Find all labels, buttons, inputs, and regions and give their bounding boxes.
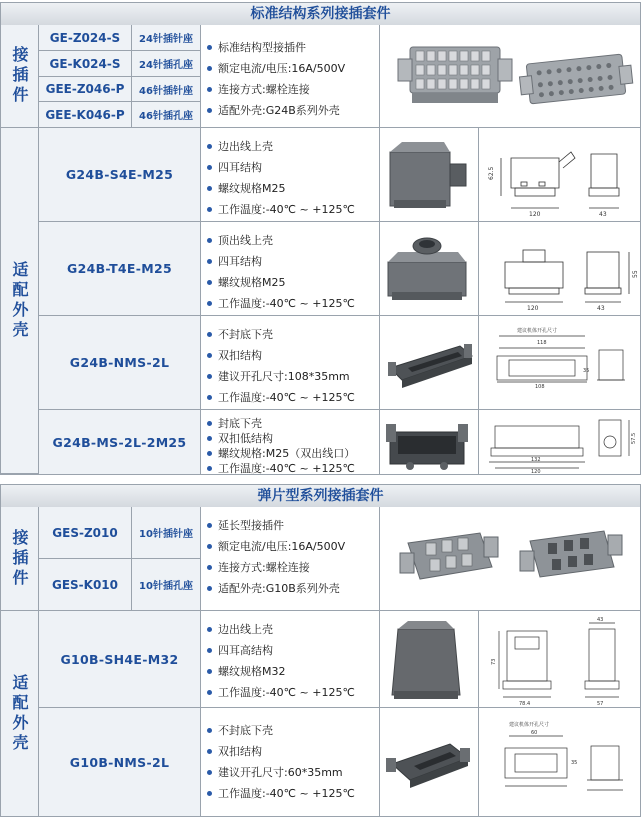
housing-dimension-drawing xyxy=(479,316,640,410)
spec-item: 适配外壳:G10B系列外壳 xyxy=(207,578,379,599)
spec-item: 建议开孔尺寸:108*35mm xyxy=(207,366,379,387)
dim-label: 57 xyxy=(597,701,604,707)
housing-dimension-drawing xyxy=(479,222,640,316)
spec-item: 四耳结构 xyxy=(207,157,379,178)
spec-item: 顶出线上壳 xyxy=(207,230,379,251)
housing-side-label: 适配外壳 xyxy=(1,611,39,816)
insert-product-image xyxy=(380,507,640,611)
spec-item: 工作温度:-40℃ ~ +125℃ xyxy=(207,293,379,314)
housing-model: G10B-SH4E-M32 xyxy=(39,611,201,708)
dim-label: 120 xyxy=(529,211,541,218)
hood-high-side-entry-icon xyxy=(380,611,479,708)
spec-item: 工作温度:-40℃ ~ +125℃ xyxy=(207,783,379,804)
spec-item: 工作温度:-40℃ ~ +125℃ xyxy=(207,199,379,220)
housing-dimension-drawing xyxy=(479,611,640,708)
spec-item: 螺纹规格M25 xyxy=(207,178,379,199)
connector-insert-icon xyxy=(400,533,498,579)
spec-item: 螺纹规格:M25（双出线口） xyxy=(207,446,379,461)
housing-dimension-drawing xyxy=(479,410,640,474)
dim-label: 73 xyxy=(491,658,497,665)
insert-kind: 10针插针座 xyxy=(132,507,201,559)
dim-label: 43 xyxy=(597,305,605,312)
housing-photo xyxy=(380,611,479,708)
spec-item: 螺纹规格M25 xyxy=(207,272,379,293)
dim-label: 55 xyxy=(632,270,639,278)
section-title: 标准结构系列接插套件 xyxy=(1,3,640,26)
insert-model: GE-Z024-S xyxy=(39,25,132,51)
spec-item: 连接方式:螺栓连接 xyxy=(207,557,379,578)
base-open-bottom-icon xyxy=(380,708,479,816)
insert-side-label: 接插件 xyxy=(1,507,39,611)
dim-label: 118 xyxy=(537,340,547,346)
dim-label: 57.5 xyxy=(631,432,637,444)
spec-item: 双扣结构 xyxy=(207,345,379,366)
spec-item: 额定电流/电压:16A/500V xyxy=(207,58,379,79)
dimension-drawing-icon xyxy=(499,623,619,697)
connector-insert-icon xyxy=(519,54,632,104)
base-open-bottom-icon xyxy=(380,316,479,410)
housing-model: G24B-NMS-2L xyxy=(39,316,201,410)
insert-spec-list xyxy=(201,25,380,128)
spec-item: 螺纹规格M32 xyxy=(207,661,379,682)
spec-item: 不封底下壳 xyxy=(207,720,379,741)
spec-item: 标准结构型接插件 xyxy=(207,37,379,58)
spec-item: 工作温度:-40℃ ~ +125℃ xyxy=(207,461,379,476)
spec-item: 双扣低结构 xyxy=(207,431,379,446)
dimension-drawing-icon xyxy=(489,420,629,468)
housing-side-label: 适配外壳 xyxy=(1,128,39,474)
dim-label: 35 xyxy=(571,760,578,766)
dim-label: 43 xyxy=(597,617,604,623)
insert-product-image xyxy=(380,25,640,128)
dim-label: 60 xyxy=(531,730,538,736)
dim-label: 建议机体开孔尺寸 xyxy=(517,328,558,334)
insert-model: GE-K024-S xyxy=(39,51,132,77)
dim-label: 132 xyxy=(531,457,541,463)
housing-spec-list xyxy=(201,708,380,816)
insert-kind: 46针插针座 xyxy=(132,77,201,102)
standard-series-table xyxy=(0,2,641,475)
housing-spec-list xyxy=(201,128,380,222)
connector-insert-icon xyxy=(398,47,512,103)
hood-side-entry-icon xyxy=(380,128,479,222)
spec-item: 连接方式:螺栓连接 xyxy=(207,79,379,100)
dim-label: 43 xyxy=(599,211,607,218)
housing-model: G24B-S4E-M25 xyxy=(39,128,201,222)
insert-side-label: 接插件 xyxy=(1,25,39,128)
insert-kind: 24针插针座 xyxy=(132,25,201,51)
housing-spec-list xyxy=(201,222,380,316)
dim-label: 120 xyxy=(527,305,539,312)
spec-item: 延长型接插件 xyxy=(207,515,379,536)
dim-label: 120 xyxy=(531,469,541,474)
insert-model: GEE-K046-P xyxy=(39,102,132,128)
housing-spec-list xyxy=(201,316,380,410)
housing-photo xyxy=(380,708,479,816)
spec-item: 封底下壳 xyxy=(207,416,379,431)
connector-insert-icon xyxy=(520,531,622,577)
spec-item: 工作温度:-40℃ ~ +125℃ xyxy=(207,682,379,703)
dim-label: 78.4 xyxy=(519,701,531,707)
dimension-drawing-icon xyxy=(505,736,623,790)
dimension-drawing-icon xyxy=(505,250,629,302)
spec-item: 适配外壳:G24B系列外壳 xyxy=(207,100,379,121)
insert-kind: 24针插孔座 xyxy=(132,51,201,77)
housing-photo xyxy=(380,222,479,316)
insert-spec-list xyxy=(201,507,380,611)
dim-label: 62.5 xyxy=(488,166,495,180)
dimension-drawing-icon xyxy=(501,152,619,208)
insert-kind: 46针插孔座 xyxy=(132,102,201,128)
housing-photo xyxy=(380,128,479,222)
spec-item: 建议开孔尺寸:60*35mm xyxy=(207,762,379,783)
spec-item: 额定电流/电压:16A/500V xyxy=(207,536,379,557)
dimension-drawing-icon xyxy=(497,336,625,382)
housing-spec-list xyxy=(201,611,380,708)
spec-item: 边出线上壳 xyxy=(207,619,379,640)
dim-label: 108 xyxy=(535,384,545,390)
spec-item: 边出线上壳 xyxy=(207,136,379,157)
insert-model: GEE-Z046-P xyxy=(39,77,132,102)
housing-dimension-drawing xyxy=(479,128,640,222)
insert-model: GES-Z010 xyxy=(39,507,132,559)
housing-model: G24B-MS-2L-2M25 xyxy=(39,410,201,474)
housing-photo xyxy=(380,316,479,410)
spec-item: 四耳结构 xyxy=(207,251,379,272)
insert-kind: 10针插孔座 xyxy=(132,559,201,611)
housing-spec-list xyxy=(201,410,380,474)
housing-model: G10B-NMS-2L xyxy=(39,708,201,816)
spec-item: 四耳高结构 xyxy=(207,640,379,661)
base-closed-bottom-icon xyxy=(380,410,479,474)
spring-series-table xyxy=(0,484,641,817)
housing-model: G24B-T4E-M25 xyxy=(39,222,201,316)
section-title: 弹片型系列接插套件 xyxy=(1,485,640,508)
spec-item: 双扣结构 xyxy=(207,741,379,762)
spec-item: 不封底下壳 xyxy=(207,324,379,345)
insert-model: GES-K010 xyxy=(39,559,132,611)
dim-label: 建议机体开孔尺寸 xyxy=(509,722,550,728)
dim-label: 35 xyxy=(583,368,590,374)
housing-dimension-drawing xyxy=(479,708,640,816)
hood-top-entry-icon xyxy=(380,222,479,316)
housing-photo xyxy=(380,410,479,474)
spec-item: 工作温度:-40℃ ~ +125℃ xyxy=(207,387,379,408)
